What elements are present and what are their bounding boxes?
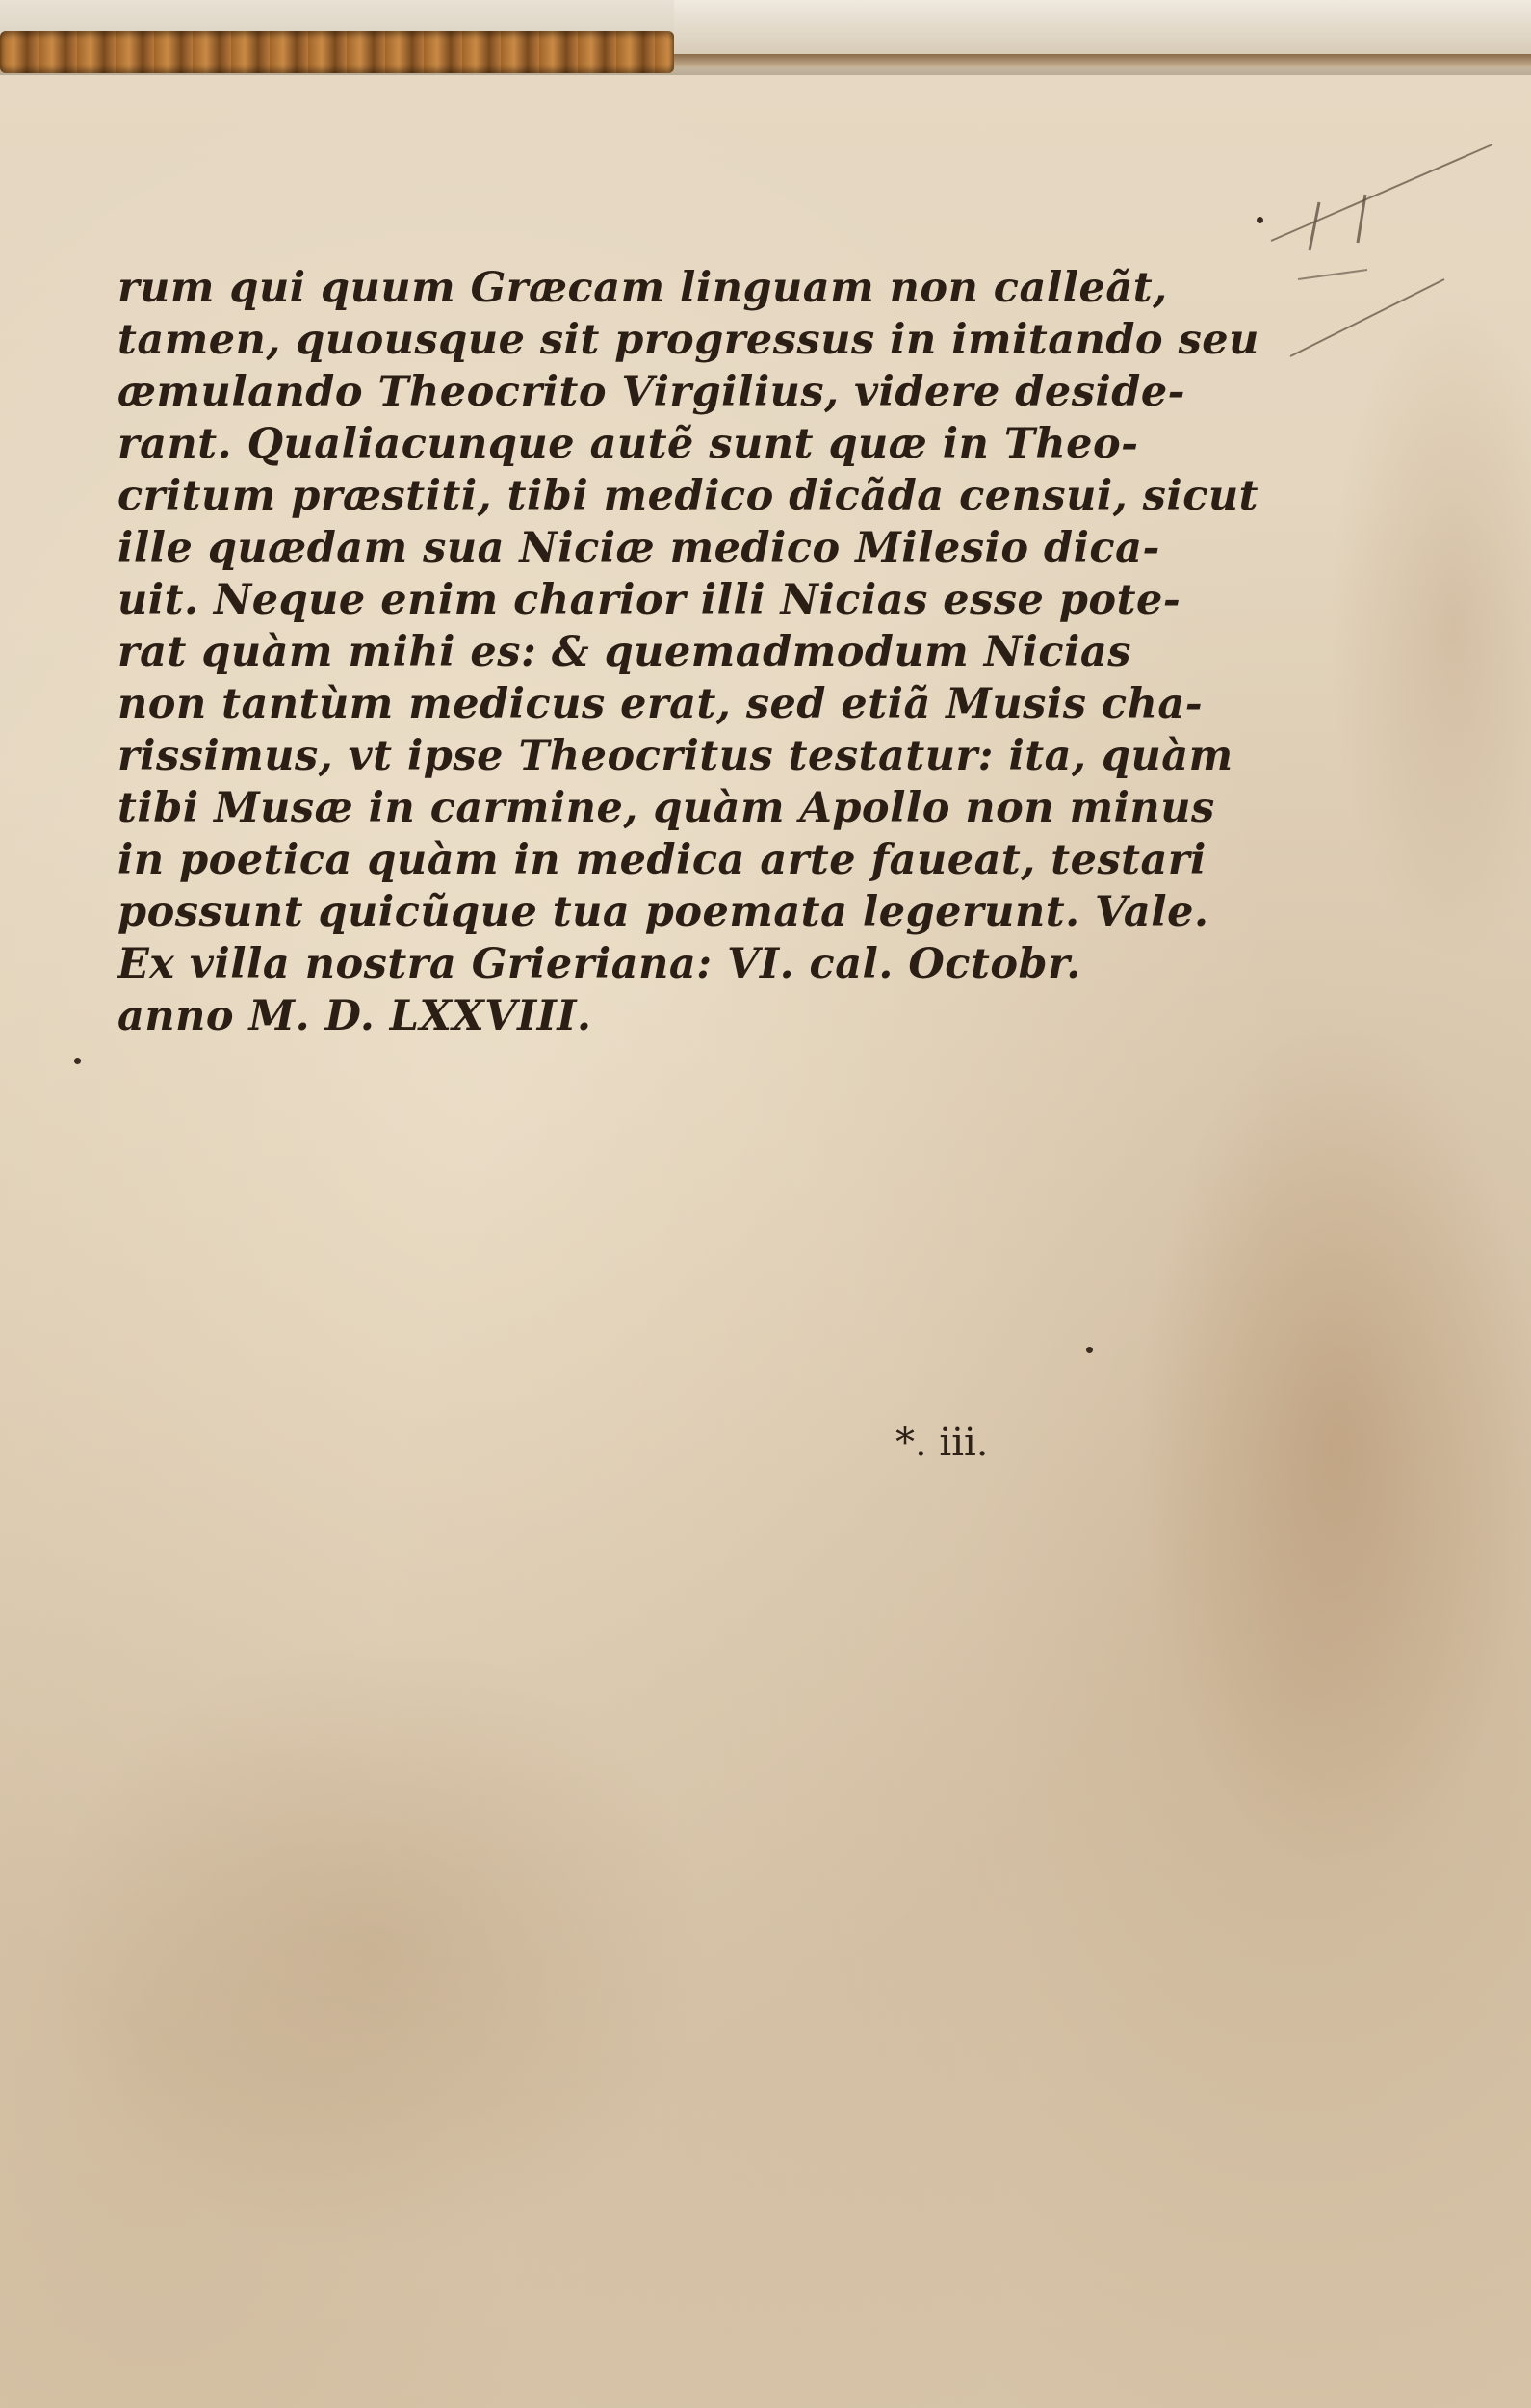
page-top-edge bbox=[674, 54, 1531, 67]
text-line: in poetica quàm in medica arte faueat, testari bbox=[117, 836, 1207, 884]
stain bbox=[1136, 1011, 1531, 1878]
text-line: æmulando Theocrito Virgilius, videre deside- bbox=[117, 368, 1186, 416]
text-line: anno M. D. LXXVIII. bbox=[117, 992, 592, 1040]
ink-dot bbox=[1257, 217, 1263, 223]
text-line: tibi Musæ in carmine, quàm Apollo non minus bbox=[117, 784, 1215, 832]
text-line: non tantùm medicus erat, sed etiã Musis cha- bbox=[117, 680, 1204, 728]
stain bbox=[1329, 289, 1531, 963]
text-line: rat quàm mihi es: & quemadmodum Nicias bbox=[117, 628, 1131, 676]
text-line: critum præstiti, tibi medico dicãda censui, sicut bbox=[117, 472, 1259, 520]
text-line: uit. Neque enim charior illi Nicias esse pote- bbox=[117, 576, 1181, 624]
pencil-annotation bbox=[1252, 135, 1531, 385]
text-line: rant. Qualiacunque autẽ sunt quæ in Theo- bbox=[117, 420, 1139, 468]
binding-cord bbox=[0, 31, 674, 73]
text-line: rum qui quum Græcam linguam non calleãt, bbox=[117, 264, 1168, 312]
text-line: Ex villa nostra Grieriana: VI. cal. Octobr. bbox=[117, 940, 1081, 988]
text-line: ille quædam sua Niciæ medico Milesio dica- bbox=[117, 524, 1160, 572]
text-line: rissimus, vt ipse Theocritus testatur: ita, quàm bbox=[117, 732, 1233, 780]
text-line: tamen, quousque sit progressus in imitando seu bbox=[117, 316, 1259, 364]
stain bbox=[39, 1637, 713, 2264]
ink-dot bbox=[74, 1058, 81, 1064]
binding-paper bbox=[674, 0, 1531, 58]
ink-dot bbox=[1086, 1347, 1093, 1353]
text-line: possunt quicũque tua poemata legerunt. Vale. bbox=[117, 888, 1209, 936]
signature-mark: *. iii. bbox=[895, 1421, 989, 1465]
latin-text-block bbox=[117, 262, 1259, 1042]
